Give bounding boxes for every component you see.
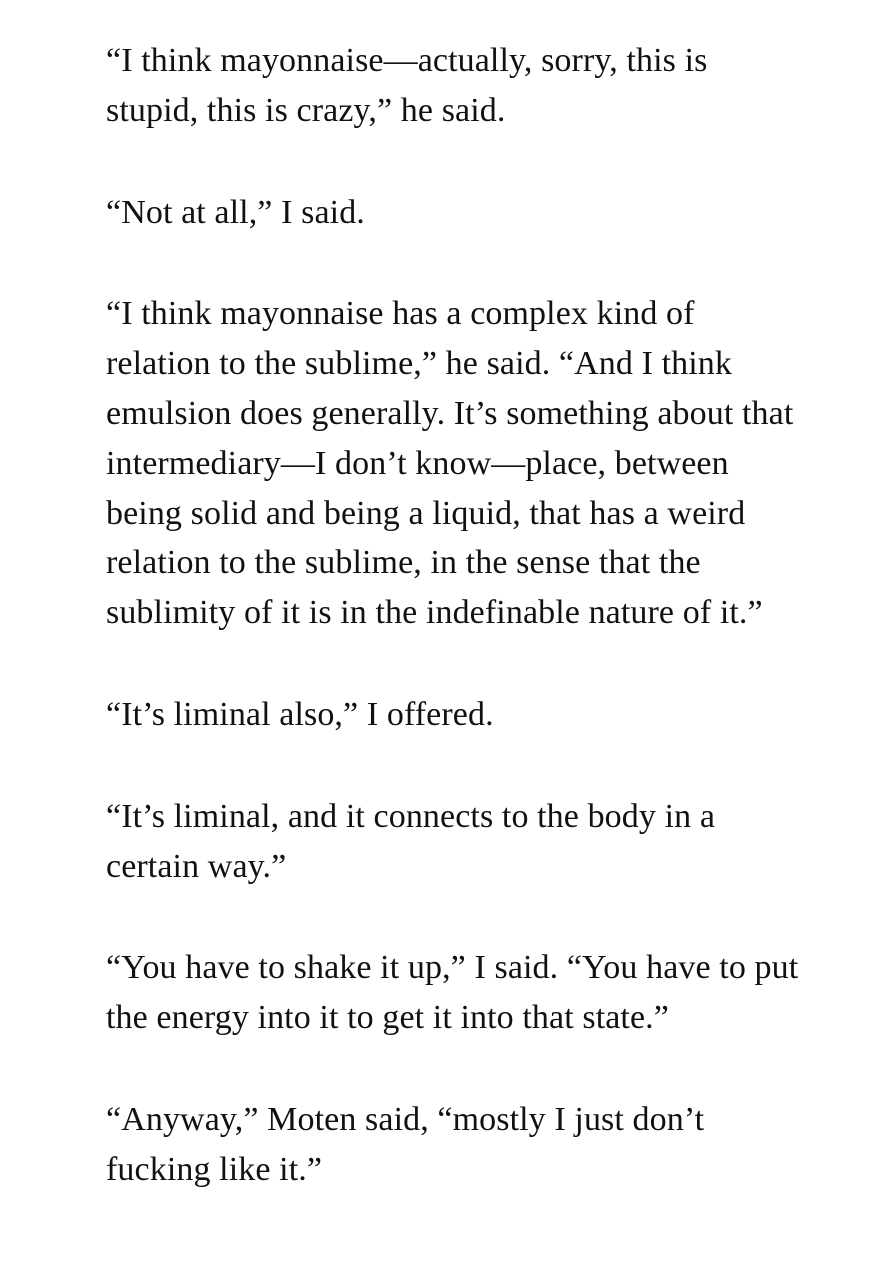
paragraph-5: “It’s liminal, and it connects to the body in a certain way.” bbox=[106, 797, 716, 885]
document-body bbox=[106, 36, 806, 1195]
paragraph-1: “I think mayonnaise—actually, sorry, this is stupid, this is crazy,” he said. bbox=[106, 42, 708, 129]
paragraph-2: “Not at all,” I said. bbox=[106, 193, 365, 231]
paragraph-7: “Anyway,” Moten said, “mostly I just don’t fucking like it.” bbox=[106, 1100, 705, 1188]
paragraph-6: “You have to shake it up,” I said. “You have to put the energy into it to get it into that state.” bbox=[106, 949, 799, 1037]
paragraph-4: “It’s liminal also,” I offered. bbox=[106, 695, 494, 733]
paragraph-3: “I think mayonnaise has a complex kind of relation to the sublime,” he said. “And I think emulsion does generally. It’s something about that intermediary—I don’t know—place, between being solid and being a liquid, that has a weird relation to the sublime, in the sense that the sublimity of it is in the indefinable nature of it.” bbox=[106, 295, 794, 632]
